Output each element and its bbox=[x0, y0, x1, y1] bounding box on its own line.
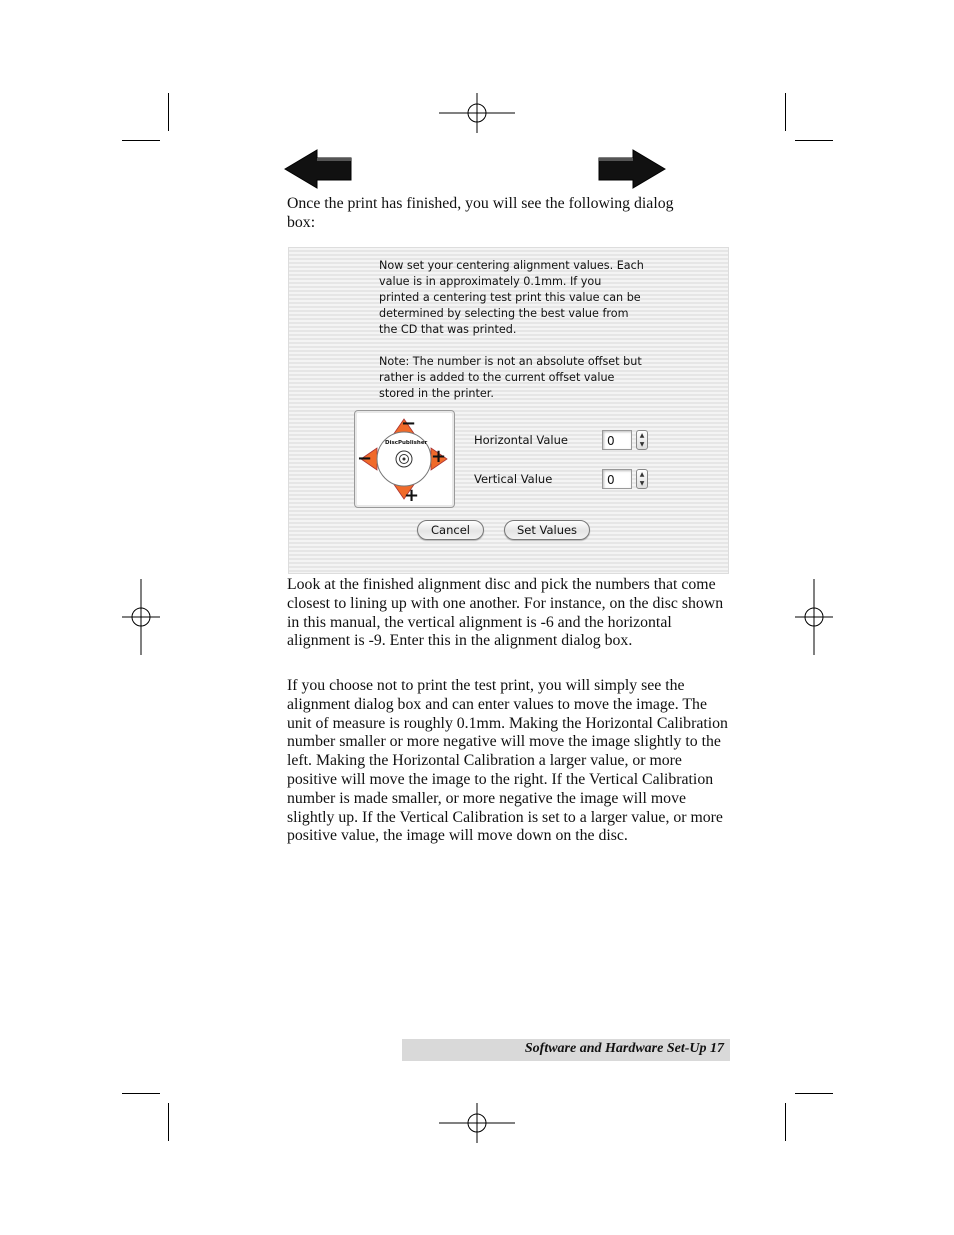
alignment-dialog bbox=[288, 247, 729, 574]
registration-mark-icon bbox=[439, 1103, 515, 1143]
minus-sign-top: − bbox=[401, 413, 417, 434]
disc-alignment-icon bbox=[355, 411, 454, 507]
intro-paragraph bbox=[287, 195, 677, 233]
dialog-message bbox=[379, 258, 679, 338]
intro-text: Once the print has finished, you will see the following dialog box: bbox=[287, 195, 674, 231]
registration-mark-icon bbox=[795, 579, 833, 655]
vertical-value-field[interactable]: 0 bbox=[602, 469, 632, 489]
stepper-down-icon[interactable]: ▼ bbox=[639, 441, 645, 448]
note-line: Note: The number is not an absolute offset but bbox=[379, 355, 642, 368]
stepper-up-icon[interactable]: ▲ bbox=[639, 471, 645, 478]
note-line: rather is added to the current offset value bbox=[379, 371, 615, 384]
stepper-down-icon[interactable]: ▼ bbox=[639, 480, 645, 487]
crop-mark bbox=[168, 93, 169, 131]
horizontal-value-label: Horizontal Value bbox=[474, 433, 568, 447]
alignment-illustration bbox=[354, 410, 455, 508]
message-line: determined by selecting the best value from bbox=[379, 307, 629, 320]
footer-text: Software and Hardware Set-Up 17 bbox=[524, 1041, 724, 1056]
note-line: stored in the printer. bbox=[379, 387, 494, 400]
vertical-value-stepper[interactable] bbox=[636, 469, 648, 489]
disc-label: DiscPublisher bbox=[385, 440, 428, 446]
crop-mark bbox=[795, 1093, 833, 1094]
minus-sign-left: − bbox=[357, 448, 373, 469]
paragraph-text: If you choose not to print the test print, you will simply see the alignment dialog box and can enter values to move the image. The unit of measure is roughly 0.1mm. Making the Horizontal Calibration number smaller or more negative will move the image slightly to the left. Making the Horizontal Calibration a larger value, or more positive will move the image to the right. If the Vertical Calibration number is made smaller, or more negative the image will move slightly up. If the Vertical Calibration is set to a larger value, or more positive value, the image will move down on the disc. bbox=[287, 677, 728, 845]
paragraph-text: Look at the finished alignment disc and pick the numbers that come closest to lining up with one another. For instance, on the disc shown in this manual, the vertical alignment is -6 and the horizontal alignment is -9. Enter this in the alignment dialog box. bbox=[287, 576, 724, 650]
message-line: printed a centering test print this value can be bbox=[379, 291, 641, 304]
registration-mark-icon bbox=[439, 93, 515, 133]
crop-mark bbox=[168, 1103, 169, 1141]
crop-mark bbox=[785, 1103, 786, 1141]
next-page-arrow-icon[interactable] bbox=[597, 148, 667, 190]
message-line: Now set your centering alignment values. Each bbox=[379, 259, 644, 272]
crop-mark bbox=[785, 93, 786, 131]
crop-mark bbox=[122, 1093, 160, 1094]
dialog-note bbox=[379, 354, 679, 402]
registration-mark-icon bbox=[122, 579, 160, 655]
vertical-value-label: Vertical Value bbox=[474, 472, 553, 486]
message-line: value is in approximately 0.1mm. If you bbox=[379, 275, 602, 288]
crop-mark bbox=[795, 140, 833, 141]
body-paragraph bbox=[287, 576, 732, 651]
horizontal-value-stepper[interactable] bbox=[636, 430, 648, 450]
cancel-button[interactable]: Cancel bbox=[417, 520, 484, 540]
plus-sign-right: + bbox=[431, 446, 447, 467]
plus-sign-bottom: + bbox=[404, 485, 420, 506]
crop-mark bbox=[122, 140, 160, 141]
stepper-up-icon[interactable]: ▲ bbox=[639, 432, 645, 439]
horizontal-value-field[interactable]: 0 bbox=[602, 430, 632, 450]
page-footer bbox=[402, 1039, 730, 1061]
body-paragraph bbox=[287, 677, 732, 846]
message-line: the CD that was printed. bbox=[379, 323, 517, 336]
previous-page-arrow-icon[interactable] bbox=[283, 148, 353, 190]
set-values-button[interactable]: Set Values bbox=[504, 520, 590, 540]
